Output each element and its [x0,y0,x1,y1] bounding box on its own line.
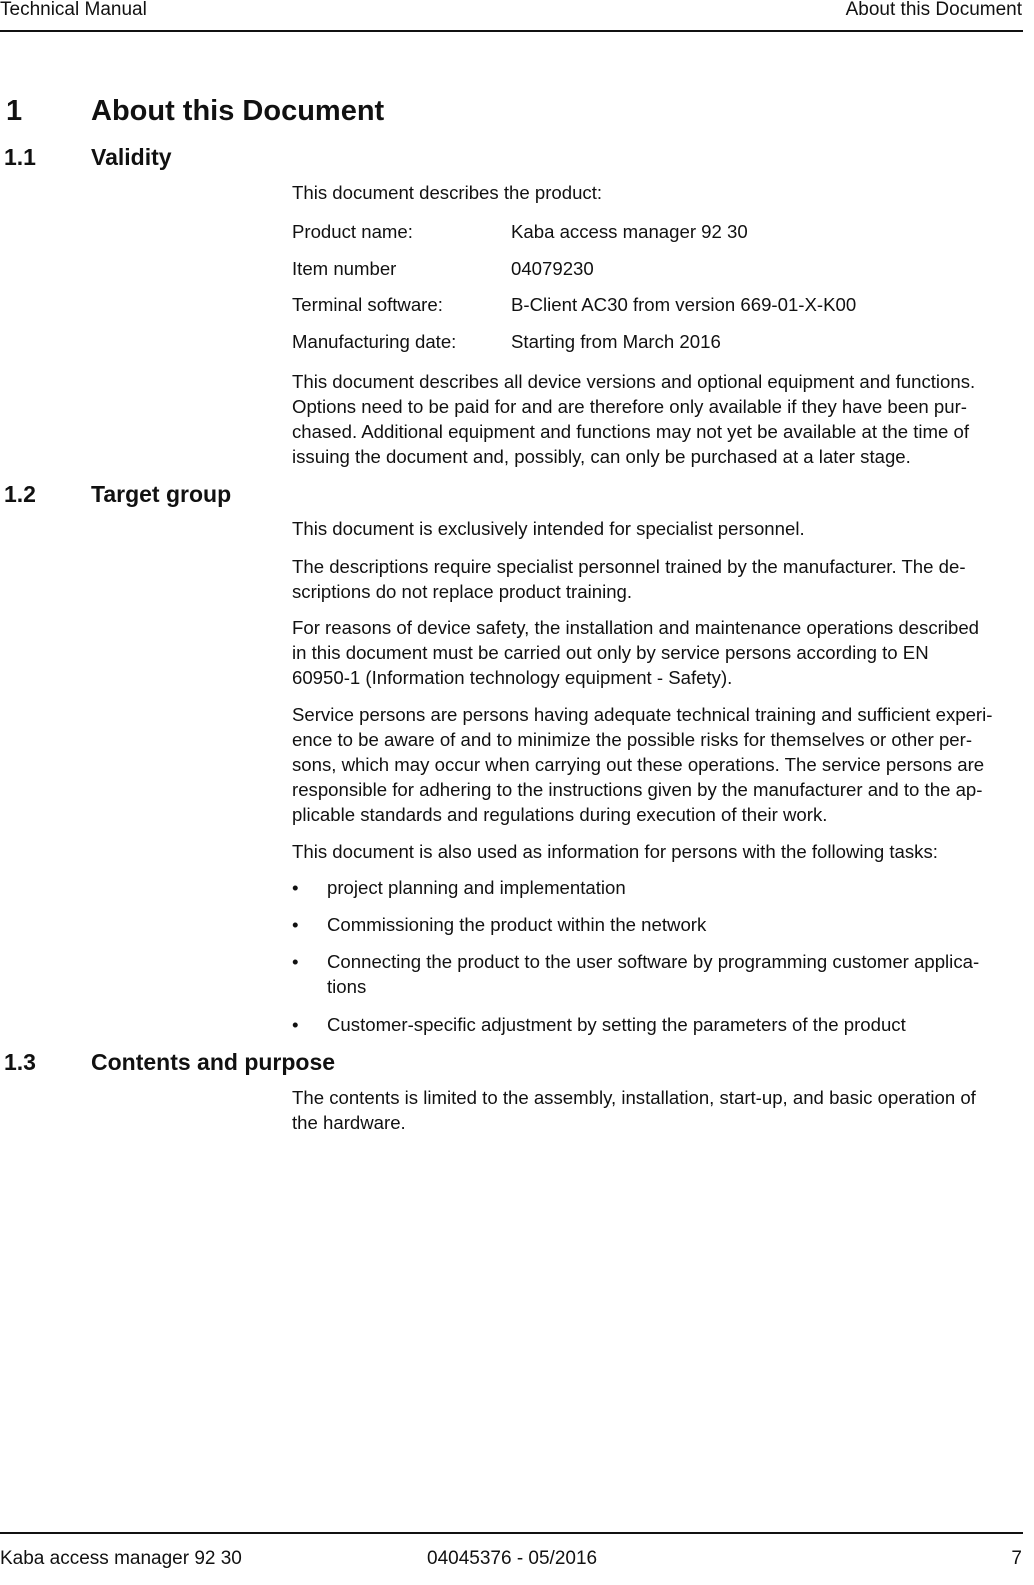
target-paragraph-1: This document is exclusively intended for specialist personnel. [292,518,805,539]
footer-doc-id: 04045376 - 05/2016 [427,1548,598,1569]
section-title-validity: Validity [91,144,172,170]
list-item: project planning and implementation [327,877,626,898]
section-number-validity: 1.1 [4,144,36,170]
bullet-marker: • [292,877,299,898]
target-paragraph-4: Service persons are persons having adequate technical training and sufficient experi- ence to be aware of and to minimize the possible risks for themselves or other per- sons, which may occur when carrying out these operations. The service persons are responsible for adhering to the instructions given by the manufacturer and to the ap- plicable standards and regulations during execution of their work. [292,704,993,825]
bullet-marker: • [292,1014,299,1035]
product-name-label: Product name: [292,221,413,242]
list-item: Commissioning the product within the network [327,914,707,935]
bullet-marker: • [292,951,299,972]
section-number-target: 1.2 [4,481,36,507]
running-header-left: Technical Manual [0,0,147,20]
running-header-right: About this Document [845,0,1022,20]
footer-product: Kaba access manager 92 30 [0,1548,242,1569]
page-number: 7 [1011,1548,1022,1569]
section-title-target: Target group [91,481,232,507]
header-rule [0,30,1023,32]
validity-paragraph: This document describes all device versions and optional equipment and functions. Options need to be paid for and are therefore only available if they have been pur- chased. Additional equipment and functions may not yet be available at the time of issuing the document and, possibly, can only be purchased at a later stage. [292,371,976,467]
item-number-value: 04079230 [511,258,594,279]
manufacturing-date-value: Starting from March 2016 [511,331,721,352]
product-name-value: Kaba access manager 92 30 [511,221,748,242]
target-paragraph-2: The descriptions require specialist personnel trained by the manufacturer. The de- scriptions do not replace product training. [292,556,966,602]
terminal-software-label: Terminal software: [292,294,443,315]
validity-intro: This document describes the product: [292,182,603,203]
bullet-marker: • [292,914,299,935]
target-paragraph-3: For reasons of device safety, the installation and maintenance operations described in this document must be carried out only by service persons according to EN 60950-1 (Information technology equipment - Safety). [292,617,979,688]
list-item: Customer-specific adjustment by setting the parameters of the product [327,1014,906,1035]
terminal-software-value: B-Client AC30 from version 669-01-X-K00 [511,294,857,315]
chapter-number: 1 [6,95,23,127]
footer-rule [0,1532,1023,1534]
section-number-contents: 1.3 [4,1049,36,1075]
item-number-label: Item number [292,258,397,279]
target-paragraph-5: This document is also used as information for persons with the following tasks: [292,841,938,862]
contents-paragraph: The contents is limited to the assembly, installation, start-up, and basic operation of the hardware. [292,1087,976,1133]
section-title-contents: Contents and purpose [91,1049,336,1075]
list-item: Connecting the product to the user software by programming customer applica- tions [327,951,980,997]
manufacturing-date-label: Manufacturing date: [292,331,457,352]
chapter-title: About this Document [91,95,385,127]
